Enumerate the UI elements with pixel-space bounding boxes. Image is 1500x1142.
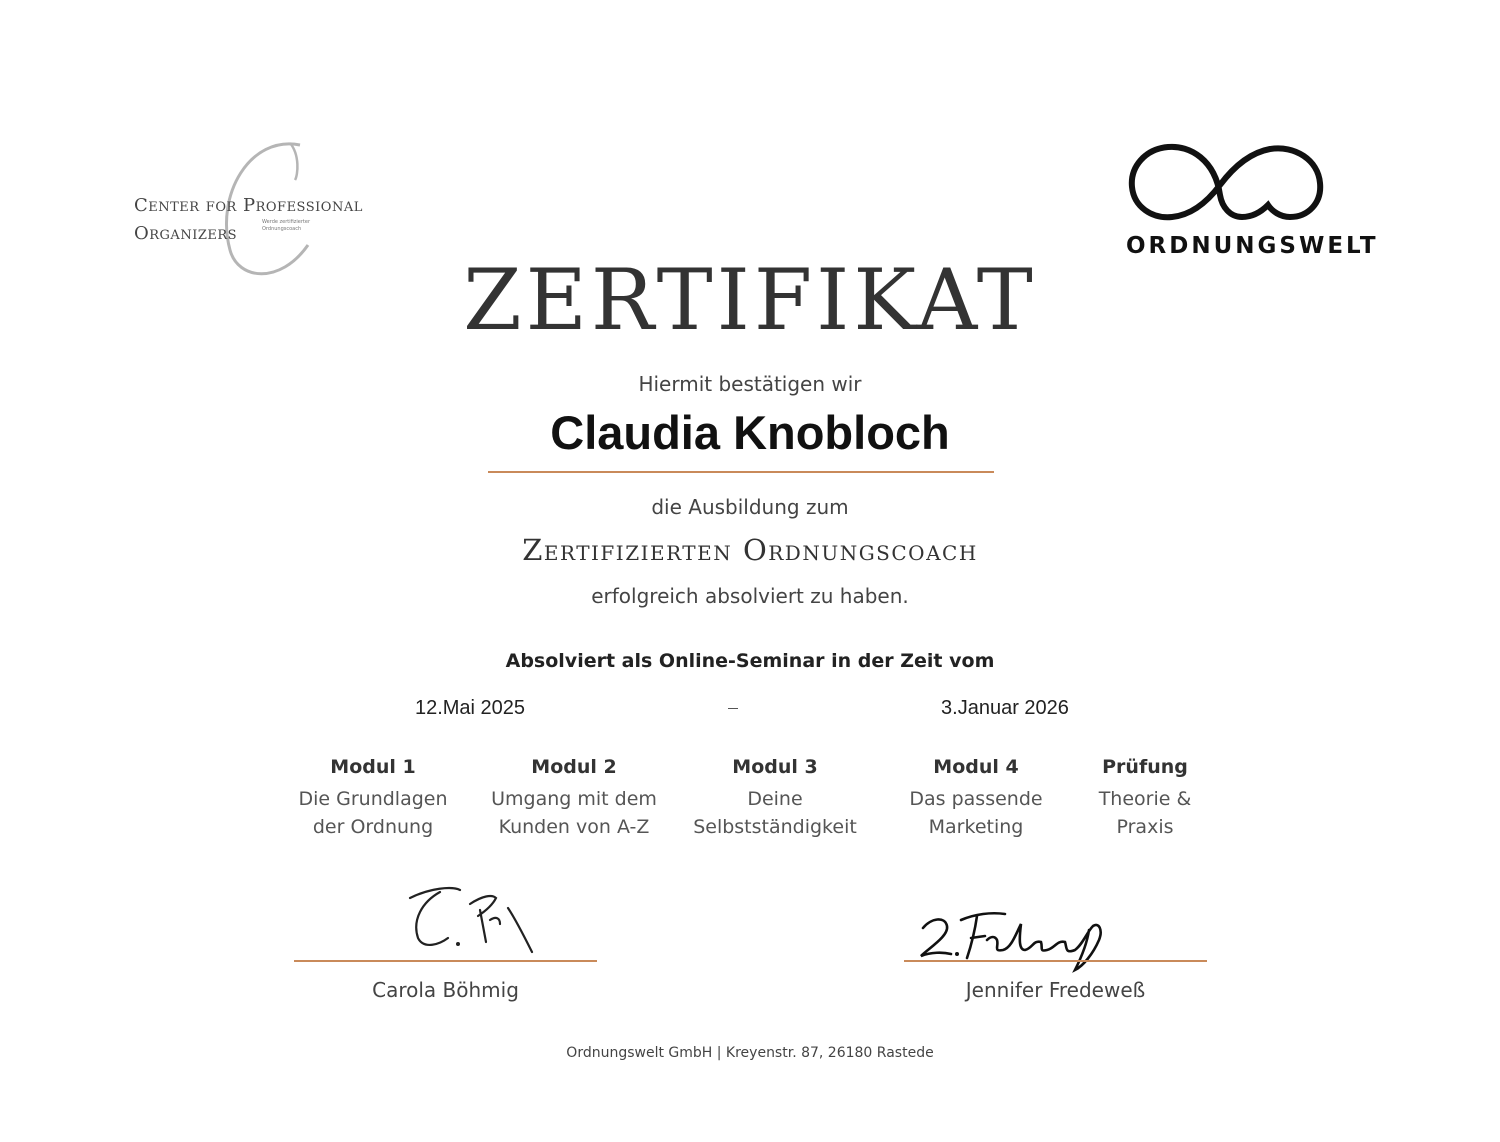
training-text: die Ausbildung zum [651, 495, 849, 519]
module-title: Modul 2 [531, 756, 617, 778]
module-desc-line: Die Grundlagen [298, 788, 448, 810]
module-2 [474, 755, 674, 841]
module-3 [675, 755, 875, 841]
module-desc-line: Selbstständigkeit [693, 816, 857, 838]
cpo-logo-tagline: Werde zertifizierter Ordnungscoach [262, 219, 311, 232]
module-desc-line: Theorie & [1098, 788, 1192, 810]
module-title: Modul 1 [330, 756, 416, 778]
ordnungswelt-logo [1120, 135, 1390, 265]
signature-line-1 [294, 960, 597, 962]
module-description [1045, 785, 1245, 841]
signature-line-2 [904, 960, 1207, 962]
module-title: Modul 4 [933, 756, 1019, 778]
period-label: Absolviert als Online-Seminar in der Zeit vom [505, 650, 995, 672]
signatory-name-2: Jennifer Fredeweß [965, 978, 1146, 1002]
date-separator [728, 708, 738, 709]
module-1 [273, 755, 473, 841]
ordnungswelt-wordmark: ORDNUNGSWELT [1126, 233, 1379, 259]
module-description [474, 785, 674, 841]
date-end: 3.Januar 2026 [941, 697, 1069, 719]
recipient-underline [488, 471, 994, 473]
signature-fredewess-image [915, 900, 1115, 975]
module-desc-line: Marketing [928, 816, 1024, 838]
date-start: 12.Mai 2025 [414, 697, 526, 719]
certificate-title: ZERTIFIKAT [463, 251, 1037, 349]
module-desc-line: Praxis [1116, 816, 1174, 838]
footer-address: Ordnungswelt GmbH | Kreyenstr. 87, 26180 Rastede [566, 1045, 934, 1061]
module-desc-line: Das passende [909, 788, 1043, 810]
cpo-logo-line1: Center for Professional [134, 195, 363, 216]
module-title: Prüfung [1102, 756, 1188, 778]
module-desc-line: der Ordnung [312, 816, 434, 838]
cpo-logo-line2: Organizers [134, 223, 238, 244]
module-desc-line: Kunden von A-Z [498, 816, 650, 838]
module-description [273, 785, 473, 841]
success-text: erfolgreich absolviert zu haben. [591, 584, 909, 608]
signature-boehmig-image [400, 880, 540, 960]
certificate-intro: Hiermit bestätigen wir [638, 372, 862, 396]
recipient-name: Claudia Knobloch [550, 406, 950, 459]
module-exam [1045, 755, 1245, 841]
ordnungswelt-rings-icon [1120, 135, 1390, 230]
signatory-name-1: Carola Böhmig [372, 978, 519, 1002]
qualification-title: Zertifizierten Ordnungscoach [522, 533, 978, 567]
module-desc-line: Deine [747, 788, 803, 810]
module-description [675, 785, 875, 841]
module-title: Modul 3 [732, 756, 818, 778]
module-desc-line: Umgang mit dem [491, 788, 657, 810]
